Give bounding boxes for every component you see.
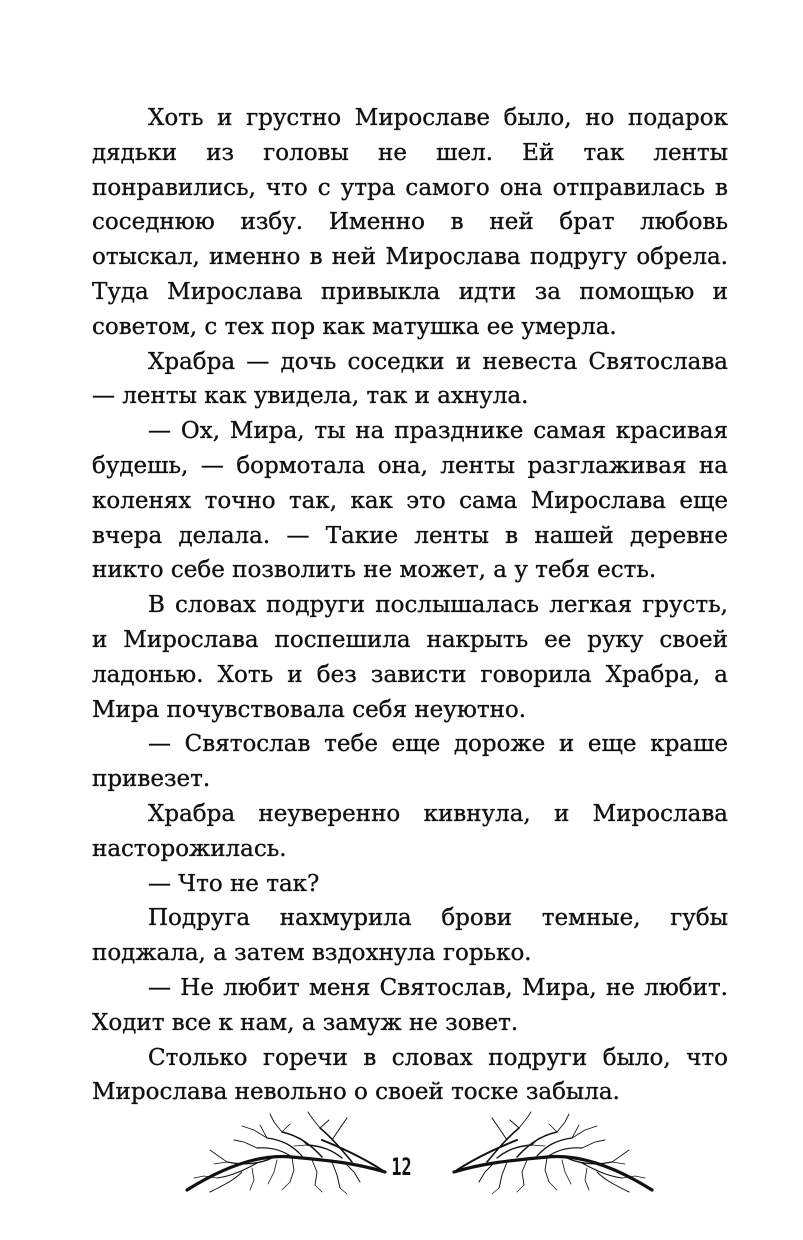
paragraph: — Святослав тебе еще дороже и еще краше привезет.	[92, 731, 728, 793]
page-number: 12	[391, 1153, 412, 1181]
paragraph: — Ох, Мира, ты на празднике самая красивая будешь, — бормотала она, ленты разглаживая на коленях точно так, как это сама Мирослава еще вчера делала. — Такие ленты в нашей деревне никто себе позволить не может, а у тебя есть.	[92, 418, 728, 584]
page-footer	[0, 1105, 803, 1205]
paragraph: — Что не так?	[148, 870, 320, 897]
branch-icon	[452, 1110, 657, 1195]
paragraph: Подруга нахмурила брови темные, губы поджала, а затем вздохнула горько.	[92, 905, 728, 967]
paragraph: Столько горечи в словах подруги было, что Мирослава невольно о своей тоске забыла.	[92, 1044, 728, 1106]
paragraph: Храбра неуверенно кивнула, и Мирослава насторожилась.	[92, 800, 728, 862]
paragraph: Хоть и грустно Мирославе было, но подарок дядьки из головы не шел. Ей так ленты понравились, что с утра самого она отправилась в соседнюю избу. Именно в ней брат любовь отыскал, именно в ней Мирослава подругу обрела. Туда Мирослава привыкла идти за помощью и советом, с тех пор как матушка ее умерла.	[92, 105, 728, 340]
page-text	[92, 101, 728, 1110]
paragraph: — Не любит меня Святослав, Мира, не любит. Ходит все к нам, а замуж не зовет.	[92, 974, 728, 1036]
paragraph: Храбра — дочь соседки и невеста Святослава — ленты как увидела, так и ахнула.	[92, 348, 728, 410]
branch-icon	[182, 1110, 387, 1195]
paragraph: В словах подруги послышалась легкая грусть, и Мирослава поспешила накрыть ее руку своей ладонью. Хоть и без зависти говорила Храбра, а Мира почувствовала себя неуютно.	[92, 592, 728, 723]
